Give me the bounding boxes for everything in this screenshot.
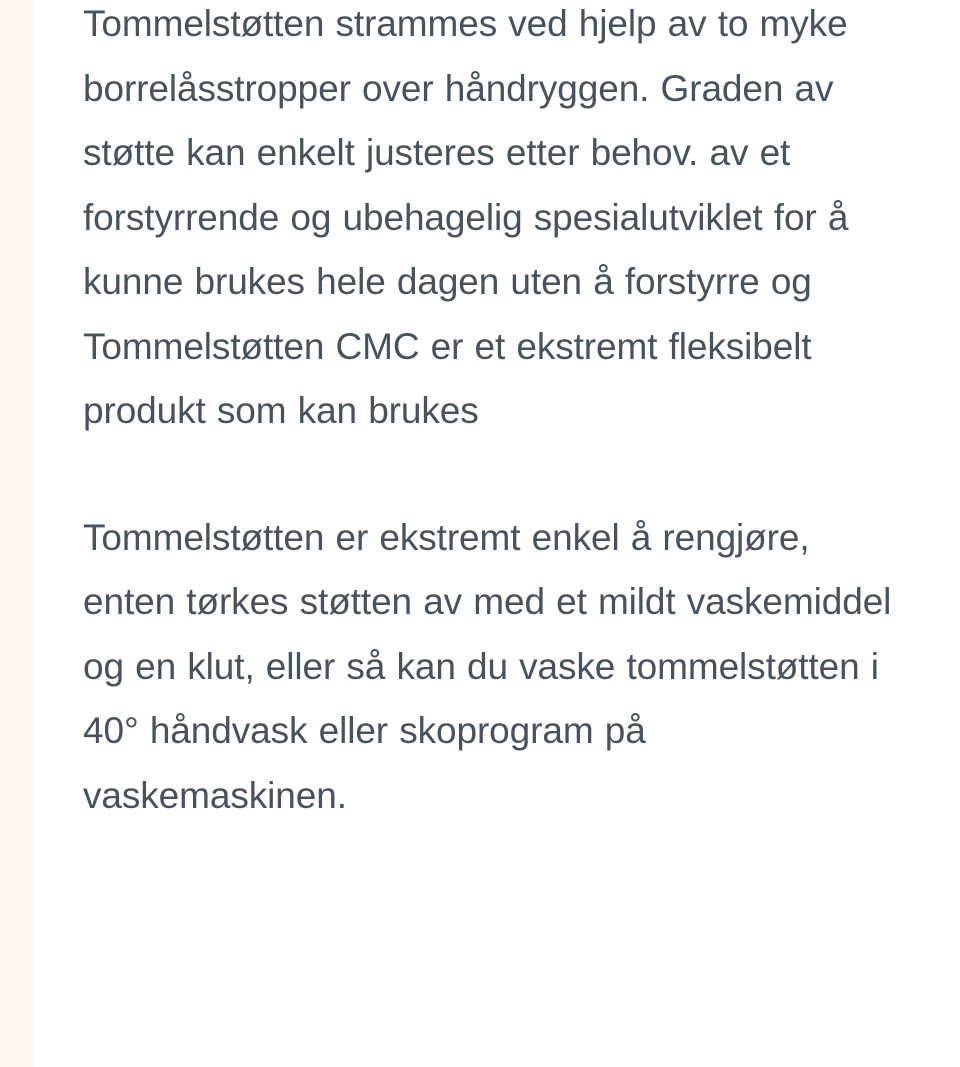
content-sheet — [34, 0, 960, 1067]
text-column — [83, 0, 903, 828]
paragraph-product-description: Tommelstøtten strammes ved hjelp av to myke borrelåsstropper over håndryggen. Graden av støtte kan enkelt justeres etter behov. av et forstyrrende og ubehagelig spesialutviklet for å kunne brukes hele dagen uten å forstyrre og Tommelstøtten CMC er et ekstremt fleksibelt produkt som kan brukes — [83, 3, 860, 431]
paragraph-cleaning-instructions: Tommelstøtten er ekstremt enkel å rengjøre, enten tørkes støtten av med et mildt vaskemiddel og en klut, eller så kan du vaske tommelstøtten i 40° håndvask eller skoprogram på vaskemaskinen. — [83, 516, 903, 816]
